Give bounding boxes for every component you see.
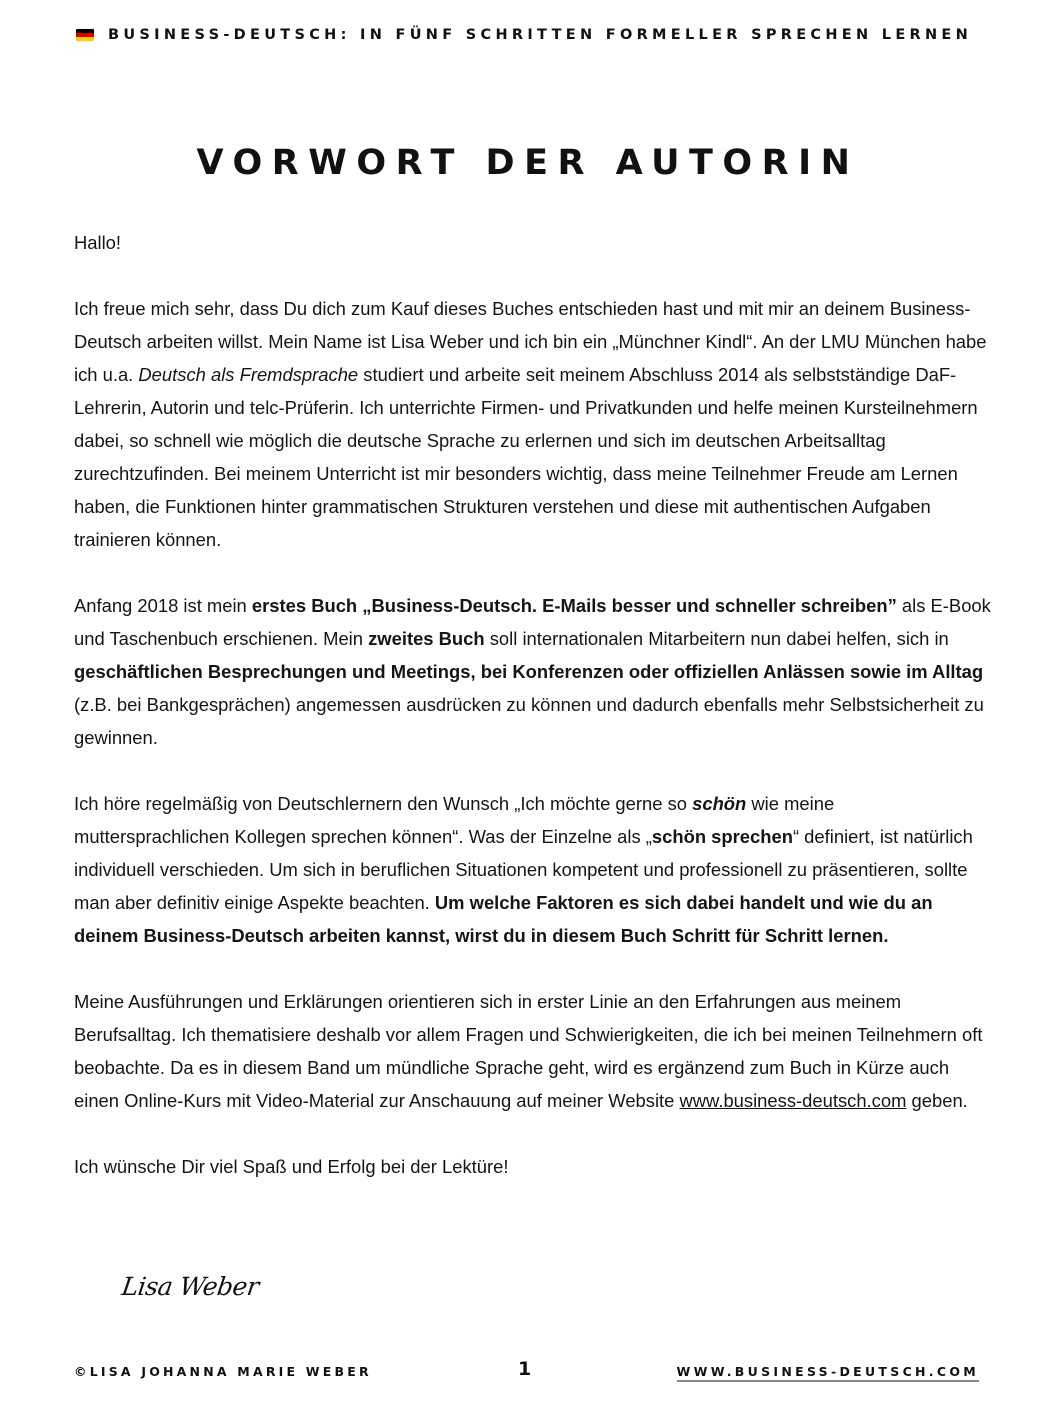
bold-text: geschäftlichen Besprechungen und Meetings, bei Konferenzen oder offiziellen Anlässen sowie im Alltag — [74, 661, 984, 682]
footer-copyright: ©LISA JOHANNA MARIE WEBER — [74, 1364, 372, 1379]
text: als E-Book und Taschenbuch erschienen. Mein — [74, 595, 991, 649]
bold-italic-text: schön — [692, 793, 747, 814]
closing-line: Ich wünsche Dir viel Spaß und Erfolg bei der Lektüre! — [74, 1156, 509, 1177]
paragraph-books — [74, 589, 994, 754]
text: studiert und arbeite seit meinem Abschluss 2014 als selbstständige DaF-Lehrerin, Autorin und telc-Prüferin. Ich unterrichte Firmen- und Privatkunden und helfe meinen Kursteilnehmern dabei, so schnell wie möglich die deutsche Sprache zu erlernen und sich im deutschen Arbeitsalltag zurechtzufinden. Bei meinem Unterricht ist mir besonders wichtig, dass meine Teilnehmer Freude am Lernen haben, die Funktionen hinter grammatischen Strukturen verstehen und diese mit authentischen Aufgaben trainieren können. — [74, 364, 978, 550]
bold-text: zweites Buch — [368, 628, 485, 649]
bold-text: schön sprechen — [651, 826, 793, 847]
bold-text: Um welche Faktoren es sich dabei handelt und wie du an deinem Business-Deutsch arbeiten kannst, wirst du in diesem Buch Schritt für Schritt lernen. — [74, 892, 933, 946]
text: Meine Ausführungen und Erklärungen orientieren sich in erster Linie an den Erfahrungen aus meinem Berufsalltag. Ich thematisiere deshalb vor allem Fragen und Schwierigkeiten, die ich bei meinen Teilnehmern oft beobachte. Da es in diesem Band um mündliche Sprache geht, wird es ergänzend zum Buch in Kürze auch einen Online-Kurs mit Video-Material zur Anschauung auf meiner Website — [74, 991, 983, 1111]
text: soll internationalen Mitarbeitern nun dabei helfen, sich in — [484, 628, 949, 649]
text: Anfang 2018 ist mein — [74, 595, 252, 616]
text: wie meine muttersprachlichen Kollegen sprechen können“. Was der Einzelne als „ — [74, 793, 835, 847]
bold-text: erstes Buch „Business-Deutsch. E-Mails besser und schneller schreiben” — [251, 595, 897, 616]
running-header — [76, 27, 972, 43]
footer-website-link[interactable]: WWW.BUSINESS-DEUTSCH.COM — [677, 1364, 979, 1382]
book-title: BUSINESS-DEUTSCH: IN FÜNF SCHRITTEN FORMELLER SPRECHEN LERNEN — [108, 27, 973, 43]
text: Ich freue mich sehr, dass Du dich zum Kauf dieses Buches entschieden hast und mit mir an deinem Business-Deutsch arbeiten willst. Mein Name ist Lisa Weber und ich bin ein „Münchner Kindl“. An der LMU München habe ich u.a. — [74, 298, 987, 385]
paragraph-intro — [74, 292, 994, 556]
author-signature: Lisa Weber — [119, 1272, 261, 1301]
page-number: 1 — [518, 1358, 532, 1380]
text: “ definiert, ist natürlich individuell verschieden. Um sich in beruflichen Situationen kompetent und professionell zu präsentieren, sollte man aber definitiv einige Aspekte beachten. — [74, 826, 973, 913]
greeting: Hallo! — [74, 232, 122, 253]
text: geben. — [906, 1090, 968, 1111]
germany-flag-icon — [76, 29, 94, 41]
italic-text: Deutsch als Fremdsprache — [138, 364, 359, 385]
paragraph-experience — [74, 985, 994, 1117]
page-title: VORWORT DER AUTORIN — [196, 143, 860, 183]
text: Ich höre regelmäßig von Deutschlernern den Wunsch „Ich möchte gerne so — [74, 793, 693, 814]
foreword-body — [74, 226, 994, 1216]
paragraph-wish — [74, 787, 994, 952]
website-link[interactable]: www.business-deutsch.com — [679, 1090, 907, 1111]
text: (z.B. bei Bankgesprächen) angemessen ausdrücken zu können und dadurch ebenfalls mehr Selbstsicherheit zu gewinnen. — [74, 694, 984, 748]
